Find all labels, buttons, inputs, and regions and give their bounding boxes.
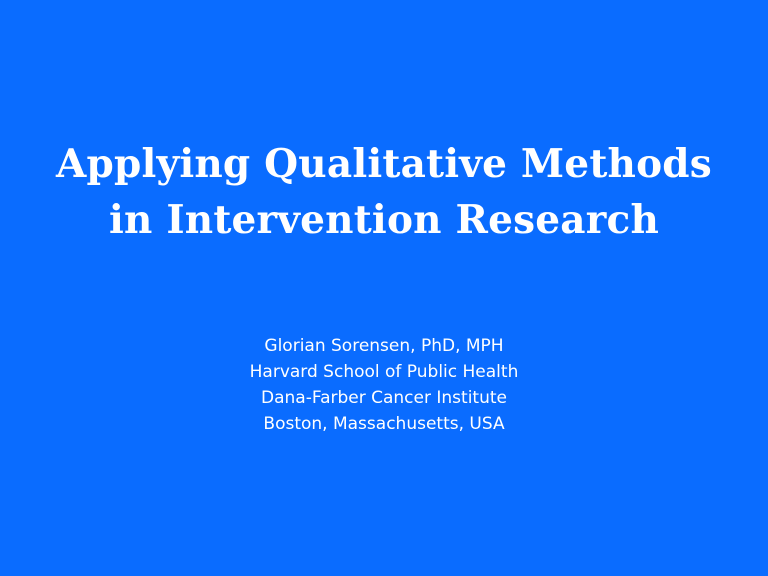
slide-title-line-1: Applying Qualitative Methods (56, 141, 712, 187)
affiliation-institute: Dana-Farber Cancer Institute (261, 388, 507, 408)
author-byline (0, 333, 768, 437)
affiliation-school: Harvard School of Public Health (249, 362, 519, 382)
location: Boston, Massachusetts, USA (263, 414, 505, 434)
slide-title-line-2: in Intervention Research (108, 197, 660, 243)
author-name: Glorian Sorensen, PhD, MPH (264, 336, 504, 356)
slide-title (0, 136, 768, 248)
